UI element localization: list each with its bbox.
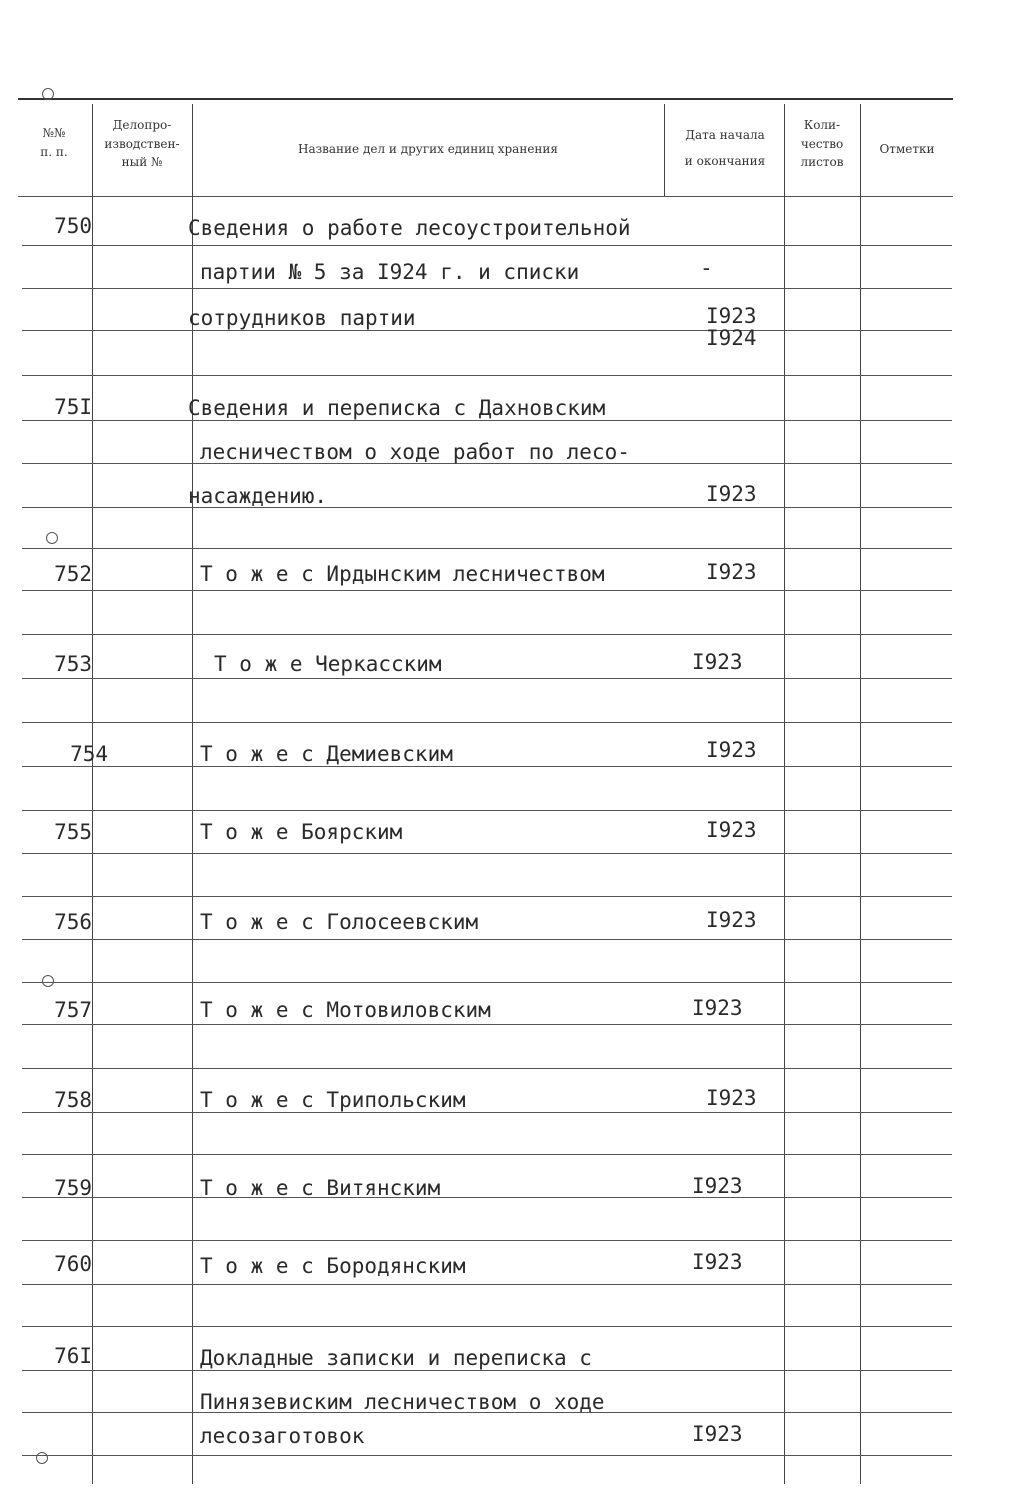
record-title-line: лесничеством о ходе работ по лесо-	[200, 440, 630, 464]
record-title-line: Т о ж е с Трипольским	[200, 1088, 466, 1112]
header-col-sheets: Коли- чество листов	[800, 118, 844, 170]
punch-hole-mark	[42, 975, 54, 987]
record-date: I923	[692, 1422, 743, 1446]
record-date: I923	[706, 818, 757, 842]
record-title-line: Т о ж е Боярским	[200, 820, 403, 844]
record-title-line: Т о ж е с Голосеевским	[200, 910, 479, 934]
record-date: I923	[706, 560, 757, 584]
record-number: 757	[54, 998, 92, 1022]
record-title-line: Т о ж е с Демиевским	[200, 742, 453, 766]
header-col-notes: Отметки	[879, 142, 935, 156]
record-date: I923	[706, 738, 757, 762]
record-date: I923	[692, 650, 743, 674]
record-number: 753	[54, 652, 92, 676]
record-title-line: Сведения и переписка с Дахновским	[188, 396, 606, 420]
record-number: 760	[54, 1252, 92, 1276]
record-number: 754	[70, 742, 108, 766]
record-title-line: Т о ж е с Бородянским	[200, 1254, 466, 1278]
record-date: I923	[692, 996, 743, 1020]
col-divider-4	[784, 104, 785, 1484]
record-title-line: Т о ж е с Мотовиловским	[200, 998, 491, 1022]
record-title-line: лесозаготовок	[200, 1424, 365, 1448]
record-title-line: Докладные записки и переписка с	[200, 1346, 592, 1370]
col-divider-3	[664, 104, 665, 196]
punch-hole-mark	[36, 1452, 48, 1464]
header-col-title: Название дел и других единиц хранения	[297, 142, 558, 156]
top-rule	[18, 98, 953, 100]
header-col-office-no: Делопро- изводствен- ный №	[104, 118, 180, 170]
punch-hole-mark	[46, 532, 58, 544]
record-title-line: Т о ж е Черкасским	[214, 652, 442, 676]
record-number: 756	[54, 910, 92, 934]
header-bottom-rule	[18, 196, 953, 197]
record-title-line: Сведения о работе лесоустроительной	[188, 216, 631, 240]
record-date: I923	[706, 482, 757, 506]
record-number: 752	[54, 562, 92, 586]
record-date-dash: -	[700, 256, 713, 280]
record-number: 758	[54, 1088, 92, 1112]
record-number: 76I	[54, 1344, 92, 1368]
record-date: I923	[706, 1086, 757, 1110]
record-title-line: сотрудников партии	[188, 306, 416, 330]
record-number: 75I	[54, 395, 92, 419]
header-col-dates: Дата начала и окончания	[684, 128, 766, 169]
col-divider-5	[860, 104, 861, 1484]
record-date: I923	[706, 908, 757, 932]
record-title-line: партии № 5 за I924 г. и списки	[200, 260, 580, 284]
record-title-line: Т о ж е с Витянским	[200, 1176, 441, 1200]
header-col-number: №№ п. п.	[40, 126, 68, 159]
record-title-line: Пинязевиским лесничеством о ходе	[200, 1390, 605, 1414]
col-divider-1	[92, 104, 93, 1484]
record-date: I923	[692, 1174, 743, 1198]
record-title-line: насаждению.	[188, 484, 328, 508]
punch-hole-mark	[42, 88, 54, 100]
record-number: 750	[54, 214, 92, 238]
record-number: 759	[54, 1176, 92, 1200]
record-number: 755	[54, 820, 92, 844]
record-date-start: I923	[706, 304, 757, 328]
record-date: I923	[692, 1250, 743, 1274]
record-date-end: I924	[706, 326, 757, 350]
record-title-line: Т о ж е с Ирдынским лесничеством	[200, 562, 605, 586]
